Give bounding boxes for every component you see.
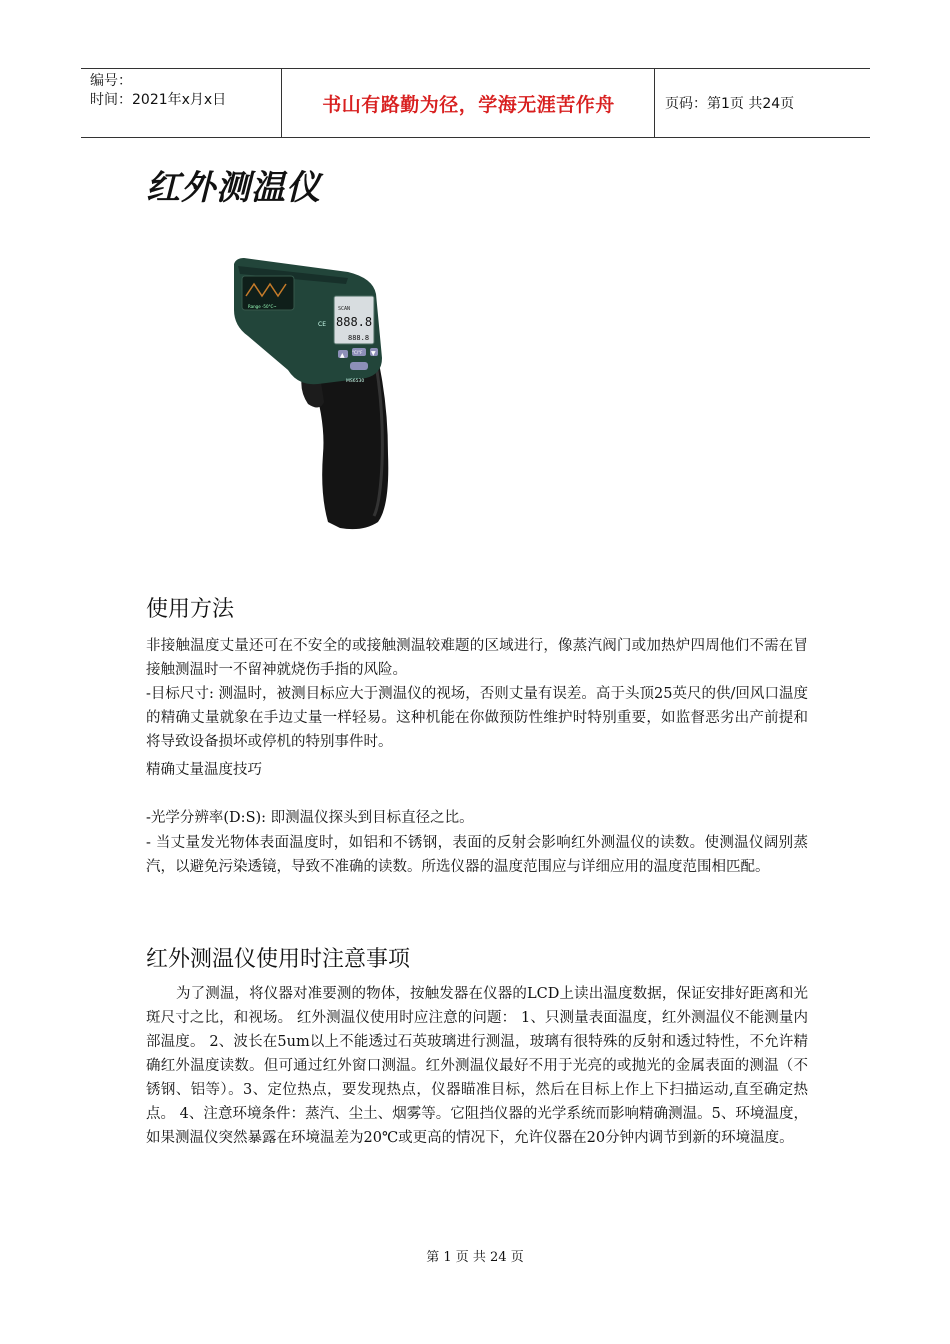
time-label: 时间：2021年x月x日 [90, 92, 227, 108]
section-heading-precautions: 红外测温仪使用时注意事项 [146, 947, 411, 972]
usage-paragraph-3: 精确丈量温度技巧 [146, 762, 262, 778]
document-header [81, 68, 870, 138]
device-button-mode [350, 362, 368, 370]
header-page-info: 页码：第1页 共24页 [665, 96, 795, 112]
lcd-main-reading: 888.8 [336, 315, 373, 329]
document-title: 红外测温仪 [146, 168, 321, 208]
svg-text:▲: ▲ [340, 352, 345, 359]
thermometer-photo [228, 254, 408, 532]
svg-text:▼: ▼ [371, 350, 376, 357]
section-heading-usage: 使用方法 [146, 597, 235, 622]
svg-text:CE: CE [318, 321, 326, 328]
usage-paragraph-5: - 当丈量发光物体表面温度时，如铝和不锈钢，表面的反射会影响红外测温仪的读数。使测温仪阔别蒸汽，以避免污染透镜，导致不准确的读数。所选仪器的温度范围应与详细应用的温度范围相匹配。 [146, 835, 808, 875]
precautions-paragraph: 为了测温，将仪器对准要测的物体，按触发器在仪器的LCD上读出温度数据，保证安排好距离和光斑尺寸之比，和视场。 红外测温仪使用时应注意的问题： 1、只测量表面温度，红外测温仪不能测量内部温度。 2、波长在5um以上不能透过石英玻璃进行测温，玻璃有很特殊的反射和透过特性，不允许精确红外温度读数。但可通过红外窗口测温。红外测温仪最好不用于光亮的或抛光的金属表面的测温（不锈钢、铝等）。3、定位热点，要发现热点，仪器瞄准目标，然后在目标上作上下扫描运动,直至确定热点。 4、注意环境条件：蒸汽、尘土、烟雾等。它阻挡仪器的光学系统而影响精确测温。5、环境温度，如果测温仪突然暴露在环境温差为20℃或更高的情况下，允许仪器在20分钟内调节到新的环境温度。 [146, 986, 808, 1146]
page-footer: 第 1 页 共 24 页 [426, 1250, 524, 1265]
usage-paragraph-4: -光学分辨率(D:S): 即测温仪探头到目标直径之比。 [146, 810, 474, 826]
svg-text:Range -50°C~: Range -50°C~ [248, 304, 277, 309]
header-meta-cell [81, 69, 282, 137]
device-model-label: MS6530 [346, 379, 365, 384]
header-motto: 书山有路勤为径，学海无涯苦作舟 [283, 69, 655, 137]
svg-text:SCAN: SCAN [338, 306, 351, 312]
svg-text:°C/°F: °C/°F [352, 350, 363, 355]
lcd-sub-reading: 888.8 [348, 334, 370, 342]
usage-paragraph-1: 非接触温度丈量还可在不安全的或接触测温较难题的区域进行，像蒸汽阀门或加热炉四周他们不需在冒接触测温时一不留神就烧伤手指的风险。 [146, 638, 808, 678]
number-label: 编号： [90, 73, 132, 89]
usage-paragraph-2: -目标尺寸: 测温时，被测目标应大于测温仪的视场，否则丈量有误差。高于头顶25英尺的供/回风口温度的精确丈量就象在手边丈量一样轻易。这种机能在你做预防性维护时特别重要，如监督恶劣出产前提和将导致设备损坏或停机的特别事件时。 [146, 686, 808, 750]
